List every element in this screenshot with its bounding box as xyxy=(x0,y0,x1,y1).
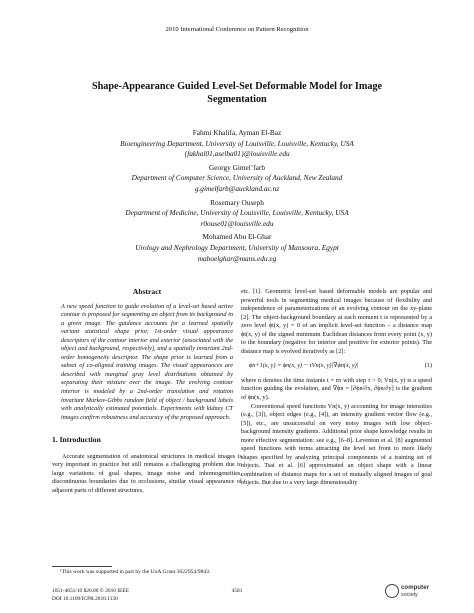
footer-issn: 1051-4651/10 $26.00 © 2010 IEEE xyxy=(52,588,130,594)
introduction-paragraph: Accurate segmentation of anatomical structures in medical images is very important in practice but still remains a challenging problem due to large variations of goal shapes, image noise and inhomogeneities, discontinuous boundaries due to occlusions, similar visual appearance of adjacent parts of different structures, xyxy=(52,452,242,494)
paper-title xyxy=(60,80,414,106)
equation-1 xyxy=(241,362,432,371)
equation-number: (1) xyxy=(424,362,432,370)
body-paragraph: etc. [1]. Geometric level-set based deformable models are popular and powerful tools in segmenting medical images because of flexibility and independence of parameterizations of an evolving contour on the xy-plane [2]. The object-background boundary at each moment t is represented by a zero level ϕt(x, y) = 0 of an implicit level-set function – a distance map ϕt(x, y) of the signed minimum Euclidean distances from every point (x, y) to the boundary (negative for interior and positive for exterior points). The distance map is evolved iteratively as [2]: xyxy=(241,288,432,355)
author-email: maboelghar@mans.edu.eg xyxy=(197,253,277,263)
abstract-heading: Abstract xyxy=(132,287,162,296)
footer-doi: DOI 10.1109/ICPR.2010.1130 xyxy=(52,595,118,602)
computer-society-logo xyxy=(385,580,435,606)
author-affiliation: Department of Medicine, University of Louisville, Louisville, Kentucky, USA xyxy=(125,208,349,218)
author-affiliation: Urology and Nephrology Department, University of Mansoura, Egypt xyxy=(135,242,339,252)
title-line-1: Shape-Appearance Guided Level-Set Deformable Model for Image xyxy=(91,81,383,92)
author-name: Fahmi Khalifa, Ayman El-Baz xyxy=(192,128,282,137)
author-email: {fakhal01,aselba01}@louisville.edu xyxy=(184,149,290,159)
author-name: Rosemary Ouseph xyxy=(210,197,264,207)
footnote-rule xyxy=(52,566,112,567)
right-column xyxy=(241,288,432,488)
title-line-2: Segmentation xyxy=(207,94,267,105)
author-affiliation: Department of Computer Science, University of Auckland, New Zealand xyxy=(131,173,343,183)
author-email: g.gimelfarb@auckland.ac.nz xyxy=(194,183,280,193)
author-name: Georgy Gimel’farb xyxy=(209,162,265,172)
logo-text-society: society xyxy=(401,592,418,598)
abstract-text: A new speed function to guide evolution of a level-set based active contour is proposed for segmenting an object from its background in a given image. The guidance accounts for a learned spatially variant statistical shape prior, 1st-order visual appearance descriptors of the contour interior and exterior (associated with the object and background, respectively), and a spatially invariant 2nd-order homogeneity descriptor. The shape prior is learned from a subset of co-aligned training images. The visual appearances are described with marginal gray level distributions obtained by separating their mixture over the image. The evolving contour interior is modeled by a 2nd-order translation and rotation invariant Markov-Gibbs random field of object / background labels with analytically estimated potentials. Experiments with kidney CT images confirm robustness and accuracy of the proposed approach. xyxy=(61,302,233,421)
conference-header: 2010 International Conference on Pattern Recognition xyxy=(165,26,309,33)
body-paragraph: Conventional speed functions Vn(x, y) accounting for image intensities (e.g., [3]), object edges (e.g., [4]), an intensity gradient vector flow (e.g., [5]), etc., are unsuccessful on very noisy images with low object-background intensity gradients. Additional prior shape knowledge results in more effective segmentation: see e.g., [6–8]. Leventon et al. [8] augmented speed functions with terms attracting the level set front to more likely shapes specified by analyzing principal components of a training set of objects. Tsai et al. [6] approximated an object shape with a linear combination of distance maps for a set of mutually aligned images of goal objects. But due to a very large dimensionality xyxy=(241,402,432,487)
author-block xyxy=(50,128,424,264)
equation-body: ϕn+1(x, y) = ϕn(x, y) − τVn(x, y)|∇ϕn(x, y)| xyxy=(249,362,359,370)
author-affiliation: Bioengineering Department, University of Louisville, Louisville, Kentucky, USA xyxy=(120,138,354,148)
author-name: Mohamed Abu El-Ghar xyxy=(202,232,272,242)
footnote: ¹This work was supported in part by the UoA Grant 3622954/9843. xyxy=(60,569,211,575)
left-column xyxy=(52,288,242,495)
author-email: r0ouse01@louisville.edu xyxy=(200,218,274,228)
introduction-heading: 1. Introduction xyxy=(52,435,101,445)
body-paragraph: where n denotes the time instants t = nτ with step τ > 0; Vn(x, y) is a speed function guiding the evolution, and ∇ϕn = [∂ϕn/∂x, ∂ϕn/∂y] is the gradient of ϕn(x, y). xyxy=(241,376,432,402)
page-number: 4581 xyxy=(231,588,243,594)
logo-ring-icon xyxy=(385,584,399,598)
logo-text-computer: computer xyxy=(401,585,430,591)
